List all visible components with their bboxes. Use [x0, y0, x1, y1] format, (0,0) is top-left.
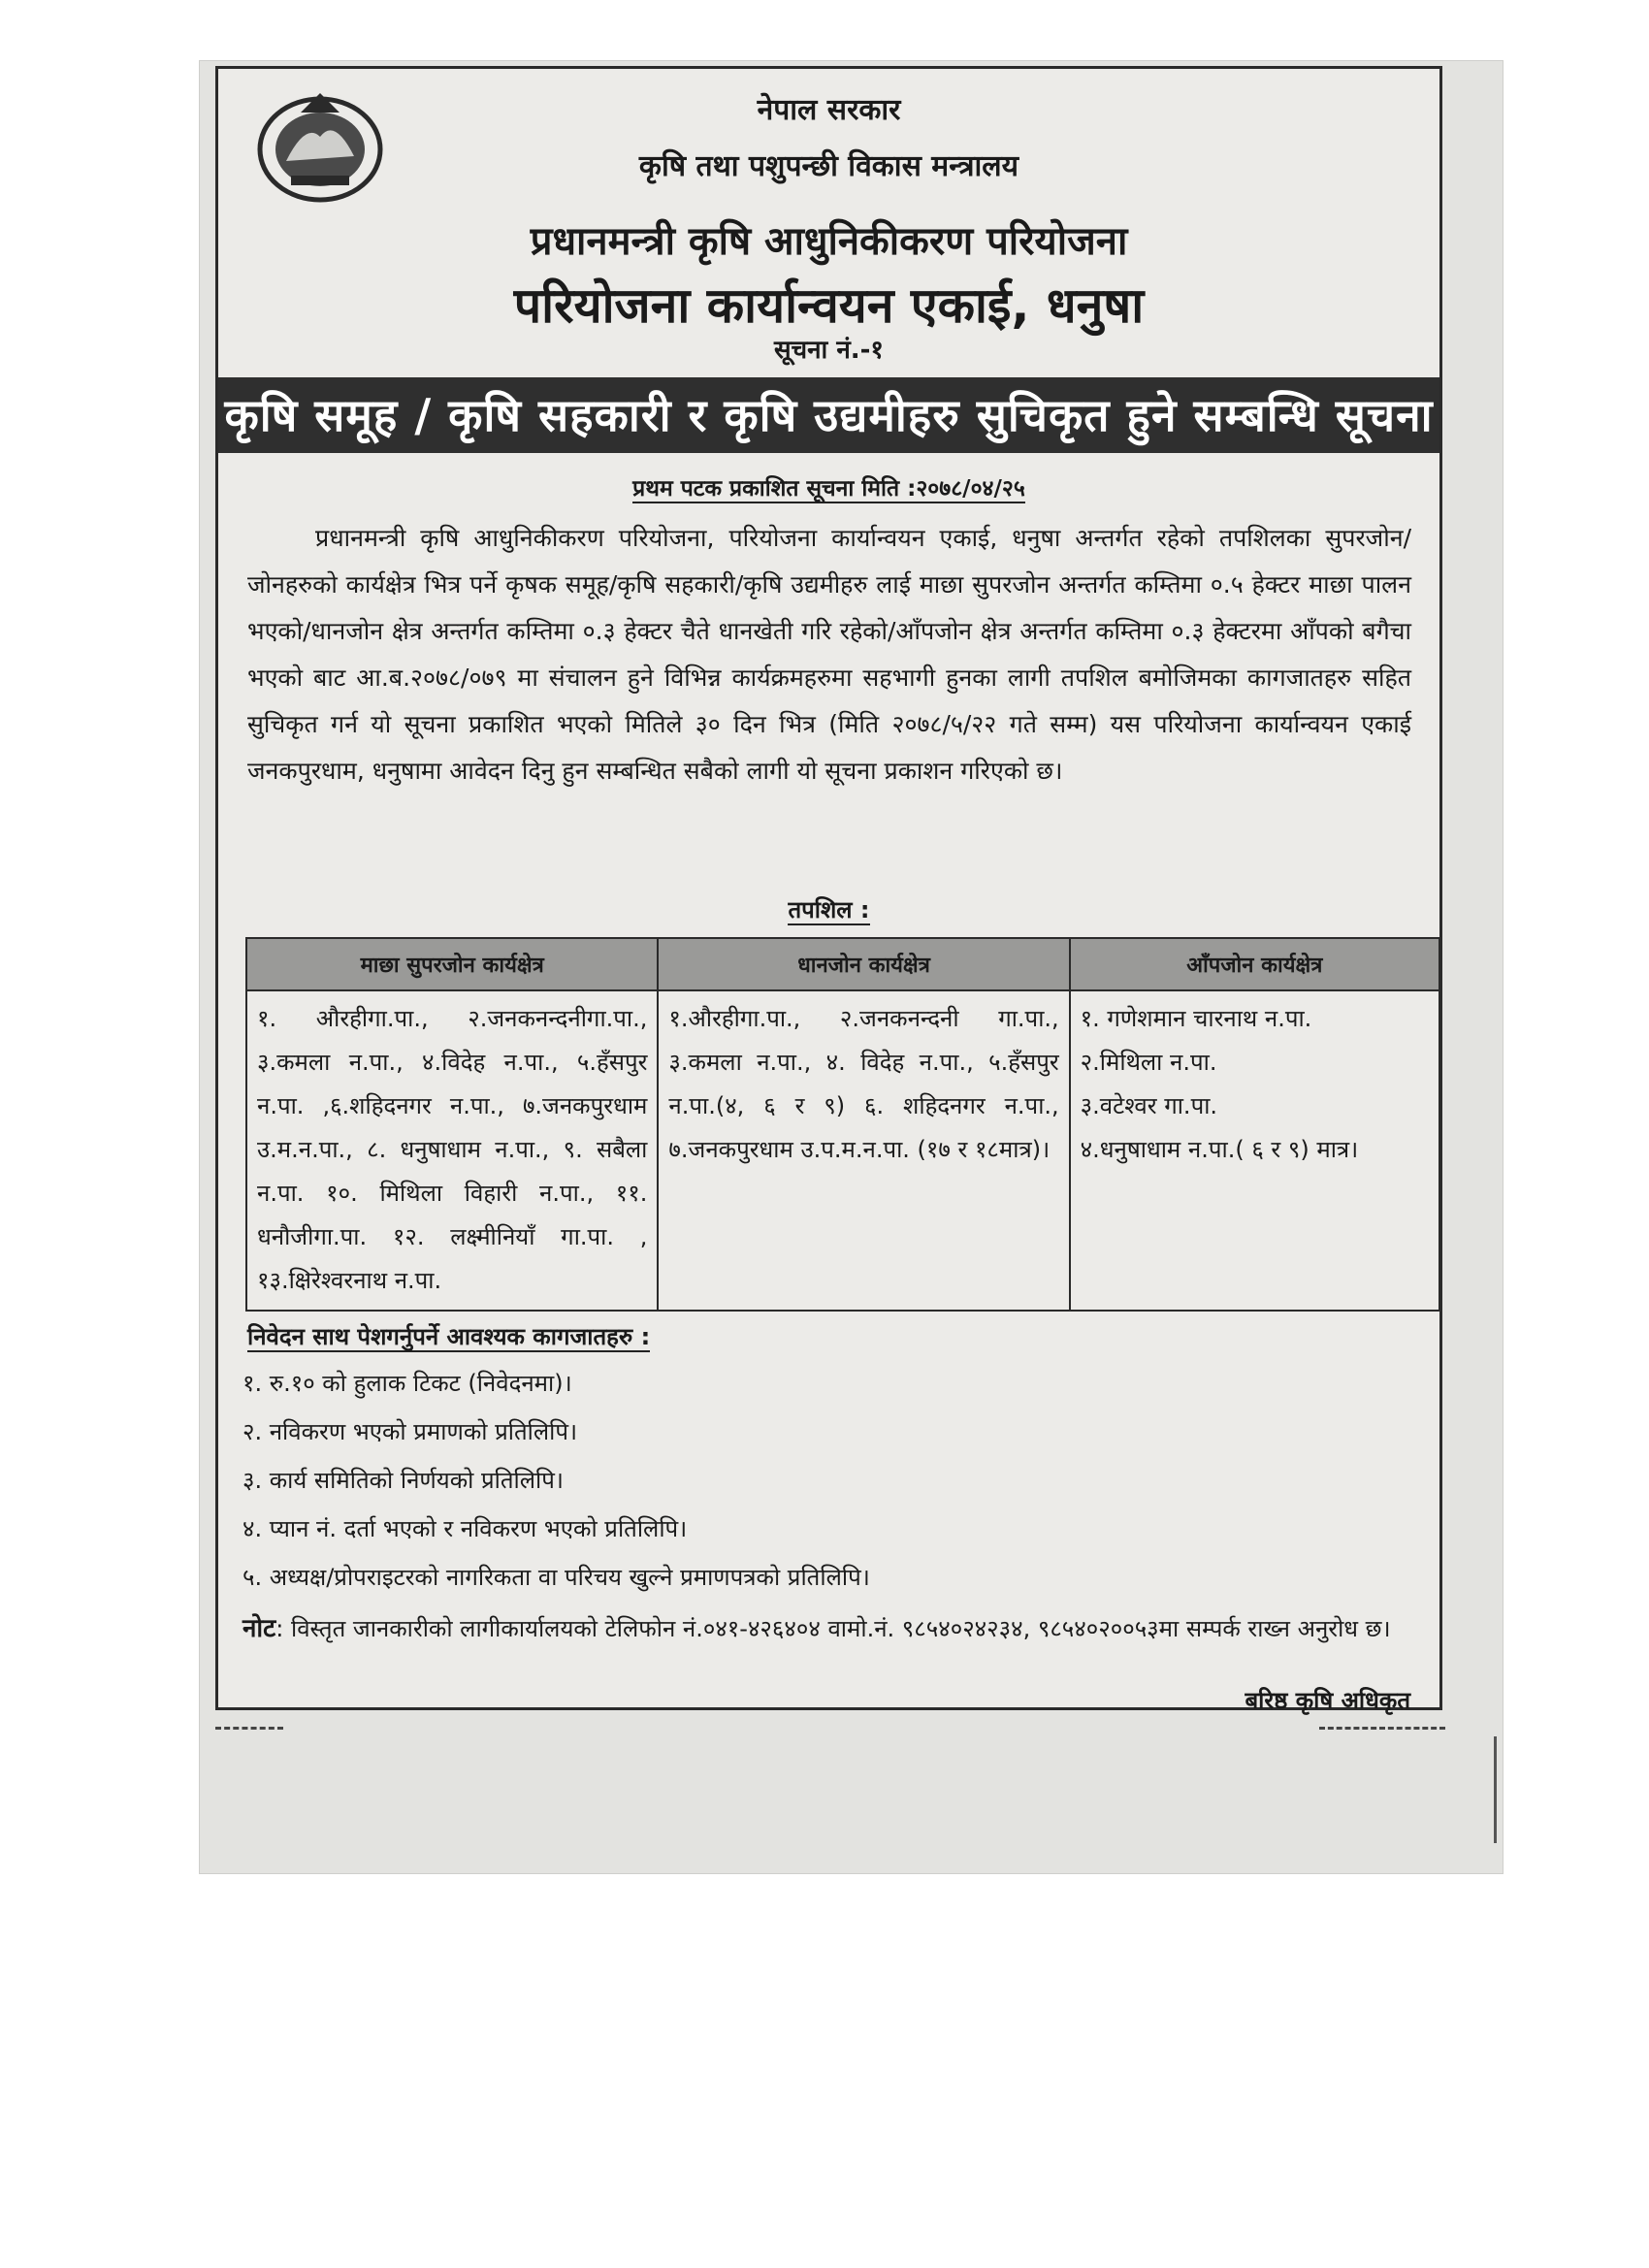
col-header-mango: आँपजोन कार्यक्षेत्र [1070, 938, 1439, 990]
govt-title: नेपाल सरकार [757, 93, 901, 127]
divider [215, 1727, 283, 1733]
signoff: बरिष्ठ कृषि अधिकृत [1245, 1687, 1410, 1714]
paddy-zone-cell: १.औरहीगा.पा., २.जनकनन्दनी गा.पा., ३.कमला न.पा., ४. विदेह न.पा., ५.हँसपुर न.पा.(४, ६ र ९) ६. शहिदनगर न.पा., ७.जनकपुरधाम उ.प.म.न.पा. (१७ र १८मात्र)। [658, 990, 1069, 1311]
documents-title: निवेदन साथ पेशगर्नुपर्ने आवश्यक कागजातहरु : [247, 1323, 651, 1350]
list-item: ५. अध्यक्ष/प्रोपराइटरको नागरिकता वा परिचय खुल्ने प्रमाणपत्रको प्रतिलिपि। [242, 1564, 870, 1591]
list-item: ४.धनुषाधाम न.पा.( ६ र ९) मात्र। [1080, 1136, 1359, 1163]
notice-banner: कृषि समूह / कृषि सहकारी र कृषि उद्यमीहरु सुचिकृत हुने सम्बन्धि सूचना [218, 377, 1439, 453]
list-item: १. गणेशमान चारनाथ न.पा. [1080, 1005, 1312, 1032]
list-item: २.मिथिला न.पा. [1080, 1049, 1217, 1076]
project-title: प्रधानमन्त्री कृषि आधुनिकीकरण परियोजना [530, 219, 1128, 264]
note-label: नोट [242, 1614, 276, 1643]
note-text: : विस्तृत जानकारीको लागीकार्यालयको टेलिफोन नं.०४१-४२६४०४ वामो.नं. ९८५४०२४२३४, ९८५४०२००५३मा सम्पर्क राख्न अनुरोध छ। [275, 1615, 1391, 1642]
documents-list [242, 1359, 870, 1602]
list-item: १. रु.१० को हुलाक टिकट (निवेदनमा)। [242, 1370, 572, 1397]
list-item: ३.वटेश्वर गा.पा. [1080, 1092, 1218, 1119]
list-item: ३. कार्य समितिको निर्णयको प्रतिलिपि। [242, 1467, 564, 1494]
schedule-table [245, 937, 1440, 1312]
notice-box [215, 66, 1442, 1714]
list-item: ४. प्यान नं. दर्ता भएको र नविकरण भएको प्रतिलिपि। [242, 1515, 688, 1542]
publish-date: प्रथम पटक प्रकाशित सूचना मिति :२०७८/०४/२५ [632, 476, 1025, 502]
notice-number: सूचना नं.-१ [774, 336, 884, 365]
divider [1319, 1727, 1445, 1733]
ministry-title: कृषि तथा पशुपन्छी विकास मन्त्रालय [638, 149, 1019, 183]
notice-body: प्रधानमन्त्री कृषि आधुनिकीकरण परियोजना, परियोजना कार्यान्वयन एकाई, धनुषा अन्तर्गत रहेको तपशिलका सुपरजोन/जोनहरुको कार्यक्षेत्र भित्र पर्ने कृषक समूह/कृषि सहकारी/कृषि उद्यमीहरु लाई माछा सुपरजोन अन्तर्गत कम्तिमा ०.५ हेक्टर माछा पालन भएको/धानजोन क्षेत्र अन्तर्गत कम्तिमा ०.३ हेक्टर चैते धानखेती गरि रहेको/आँपजोन क्षेत्र अन्तर्गत कम्तिमा ०.३ हेक्टरमा आँपको बगैचा भएको बाट आ.ब.२०७८/०७९ मा संचालन हुने विभिन्न कार्यक्रमहरुमा सहभागी हुनका लागी तपशिल बमोजिमका कागजातहरु सहित सुचिकृत गर्न यो सूचना प्रकाशित भएको मितिले ३० दिन भित्र (मिति २०७८/५/२२ गते सम्म) यस परियोजना कार्यान्वयन एकाई जनकपुरधाम, धनुषामा आवेदन दिनु हुन सम्बन्धित सबैको लागी यो सूचना प्रकाशन गरिएको छ। [247, 524, 1411, 785]
col-header-fish: माछा सुपरजोन कार्यक्षेत्र [246, 938, 658, 990]
list-item: २. नविकरण भएको प्रमाणको प्रतिलिपि। [242, 1418, 578, 1445]
contact-note [242, 1606, 1416, 1651]
col-header-paddy: धानजोन कार्यक्षेत्र [658, 938, 1069, 990]
schedule-title: तपशिल : [788, 896, 870, 923]
fish-zone-cell: १. औरहीगा.पा., २.जनकनन्दनीगा.पा., ३.कमला न.पा., ४.विदेह न.पा., ५.हँसपुर न.पा. ,६.शहिदनगर न.पा., ७.जनकपुरधाम उ.म.न.पा., ८. धनुषाधाम न.पा., ९. सबैला न.पा. १०. मिथिला विहारी न.पा., ११. धनौजीगा.पा. १२. लक्ष्मीनियाँ गा.पा. , १३.क्षिरेश्वरनाथ न.पा. [246, 990, 658, 1311]
divider [1494, 1736, 1497, 1843]
mango-zone-cell [1070, 990, 1439, 1311]
unit-title: परियोजना कार्यान्वयन एकाई, धनुषा [513, 277, 1145, 334]
